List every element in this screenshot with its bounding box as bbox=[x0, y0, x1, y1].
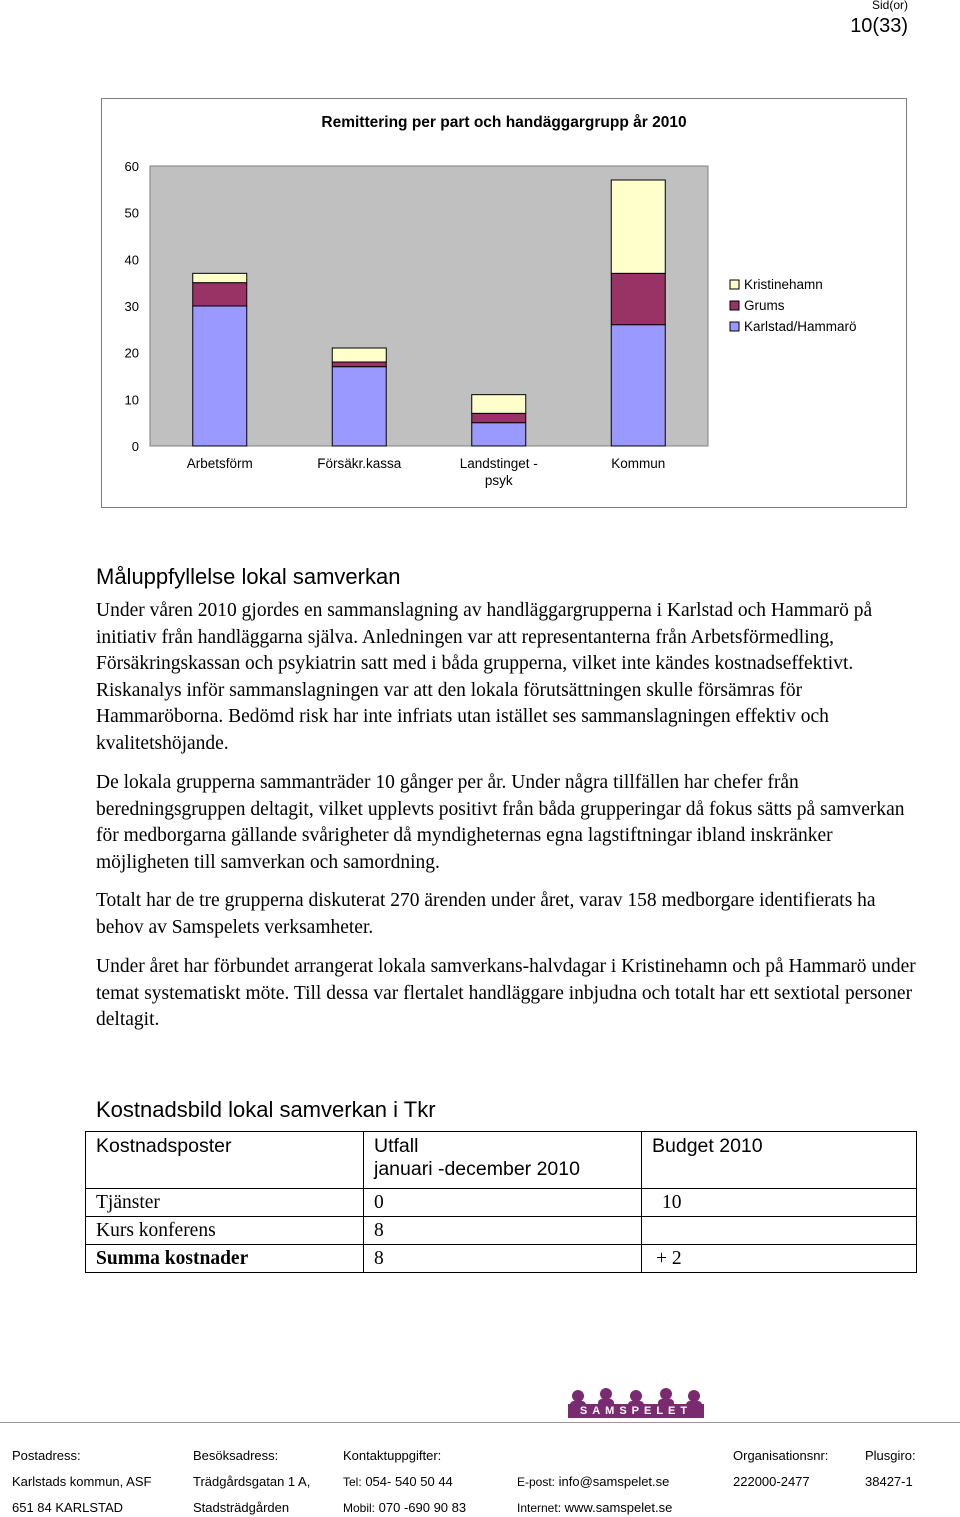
bar-segment bbox=[472, 423, 526, 446]
y-tick-label: 0 bbox=[131, 439, 139, 454]
footer-mobile bbox=[343, 1500, 466, 1515]
x-tick-label: Kommun bbox=[611, 456, 666, 471]
footer-postal-2: 651 84 KARLSTAD bbox=[12, 1500, 124, 1515]
footer-web bbox=[517, 1500, 672, 1515]
cell-budget: 10 bbox=[642, 1189, 917, 1217]
cell-utfall: 8 bbox=[364, 1245, 642, 1273]
cell-budget: + 2 bbox=[642, 1245, 917, 1273]
cell-post: Tjänster bbox=[86, 1189, 364, 1217]
cell-post: Kurs konferens bbox=[86, 1217, 364, 1245]
page-number: 10(33) bbox=[850, 15, 908, 37]
cell-utfall: 0 bbox=[364, 1189, 642, 1217]
x-tick-label: Försäkr.kassa bbox=[317, 456, 402, 471]
legend-swatch bbox=[730, 322, 739, 331]
chart-container bbox=[101, 98, 907, 508]
table-header-row bbox=[86, 1132, 917, 1189]
footer-web-label: Internet: bbox=[517, 1501, 562, 1515]
y-tick-label: 30 bbox=[124, 299, 139, 314]
bar-segment bbox=[193, 283, 247, 306]
table-row bbox=[86, 1189, 917, 1217]
page-label: Sid(or) bbox=[871, 0, 908, 12]
footer-plusgiro: 38427-1 bbox=[865, 1474, 913, 1489]
x-tick-label-line2: psyk bbox=[484, 473, 513, 488]
header-kostnadsposter: Kostnadsposter bbox=[86, 1132, 364, 1189]
footer-tel bbox=[343, 1474, 453, 1489]
bar-segment bbox=[332, 362, 386, 367]
y-tick-label: 60 bbox=[124, 159, 139, 174]
x-tick-label: Landstinget - bbox=[459, 456, 538, 471]
bar-segment bbox=[472, 395, 526, 414]
y-tick-label: 40 bbox=[124, 252, 139, 268]
section-heading-kostnadsbild: Kostnadsbild lokal samverkan i Tkr bbox=[96, 1097, 436, 1122]
footer-visit-2: Stadsträdgården bbox=[193, 1500, 290, 1515]
section-heading-samverkan: Måluppfyllelse lokal samverkan bbox=[96, 564, 401, 589]
x-tick-label: Arbetsförm bbox=[186, 456, 253, 471]
cell-utfall: 8 bbox=[364, 1217, 642, 1245]
footer-tel-label: Tel: bbox=[343, 1475, 362, 1489]
paragraph-sammanslagning: Under våren 2010 gjordes en sammanslagning av handläggargrupperna i Karlstad och Hammarö på initiativ från handläggarna själva. Anledningen var att representanterna från Arbetsförmedling, Försäkringskassan och psykiatrin satt med i båda grupperna, vilket inte kändes kostnadseffektivt. Riskanalys inför sammanslagningen var att den lokala förutsättningen skulle försämras för Hammaröborna. Bedömd risk har inte infriats utan istället ses sammanslagningen effektiv och kvalitetshöjande. bbox=[96, 600, 873, 754]
chart-title: Remittering per part och handäggargrupp år 2010 bbox=[321, 114, 687, 131]
paragraph-arenden: Totalt har de tre grupperna diskuterat 270 ärenden under året, varav 158 medborgare identifierats ha behov av Samspelets verksamheter. bbox=[96, 890, 876, 938]
legend-label: Kristinehamn bbox=[744, 277, 823, 292]
table-row bbox=[86, 1217, 917, 1245]
bar-segment bbox=[193, 273, 247, 282]
footer-label-plusgiro: Plusgiro: bbox=[865, 1448, 916, 1463]
y-tick-label: 10 bbox=[124, 392, 139, 408]
bar-segment bbox=[472, 413, 526, 422]
bar-segment bbox=[332, 367, 386, 446]
footer-email bbox=[517, 1474, 669, 1489]
bar-segment bbox=[611, 273, 665, 324]
footer-orgnr: 222000-2477 bbox=[733, 1474, 810, 1489]
bar-segment bbox=[193, 306, 247, 446]
cell-post: Summa kostnader bbox=[86, 1245, 364, 1273]
paragraph-halvdagar: Under året har förbundet arrangerat lokala samverkans-halvdagar i Kristinehamn och på Hammarö under temat systematiskt möte. Till dessa var flertalet handläggare inbjudna och totalt har ett sextiotal personer deltagit. bbox=[96, 956, 916, 1030]
y-tick-label: 50 bbox=[124, 205, 139, 221]
table-row-total bbox=[86, 1245, 917, 1273]
footer-label-kontakt: Kontaktuppgifter: bbox=[343, 1448, 442, 1463]
stacked-bar-chart bbox=[102, 99, 906, 507]
footer-label-postadress: Postadress: bbox=[12, 1448, 81, 1463]
footer-mobile-value: 070 -690 90 83 bbox=[378, 1500, 467, 1515]
footer-label-orgnr: Organisationsnr: bbox=[733, 1448, 829, 1463]
footer-tel-value: 054- 540 50 44 bbox=[365, 1474, 453, 1489]
legend-swatch bbox=[730, 301, 739, 310]
footer-mobile-label: Mobil: bbox=[343, 1501, 376, 1515]
footer-postal: Karlstads kommun, ASF bbox=[12, 1474, 152, 1489]
cost-table bbox=[85, 1131, 917, 1273]
cell-budget bbox=[642, 1217, 917, 1245]
legend-swatch bbox=[730, 280, 739, 289]
legend-label: Grums bbox=[744, 298, 785, 313]
legend-label: Karlstad/Hammarö bbox=[744, 319, 857, 334]
logo-text: SAMSPELET bbox=[579, 1405, 693, 1417]
bar-segment bbox=[611, 325, 665, 446]
footer-email-label: E-post: bbox=[517, 1475, 556, 1489]
header-utfall: Utfall januari -december 2010 bbox=[364, 1132, 642, 1189]
footer-divider bbox=[0, 1422, 960, 1423]
footer-web-link[interactable]: www.samspelet.se bbox=[564, 1500, 673, 1515]
footer-visit: Trädgårdsgatan 1 A, bbox=[193, 1474, 311, 1489]
bar-segment bbox=[611, 180, 665, 273]
y-tick-label: 20 bbox=[124, 345, 139, 361]
paragraph-sammantrader: De lokala grupperna sammanträder 10 gånger per år. Under några tillfällen har chefer från beredningsgruppen deltagit, vilket upplevts positivt från båda grupperingar då fokus sätts på samverkan för medborgarna gällande svårigheter då myndigheternas egna lagstiftningar ibland inskränker möjligheten till samverkan och samordning. bbox=[96, 772, 905, 873]
footer-email-link[interactable]: info@samspelet.se bbox=[558, 1474, 670, 1489]
header-budget: Budget 2010 bbox=[642, 1132, 917, 1189]
samspelet-logo bbox=[566, 1387, 706, 1423]
footer-label-besoksadress: Besöksadress: bbox=[193, 1448, 279, 1463]
bar-segment bbox=[332, 348, 386, 362]
